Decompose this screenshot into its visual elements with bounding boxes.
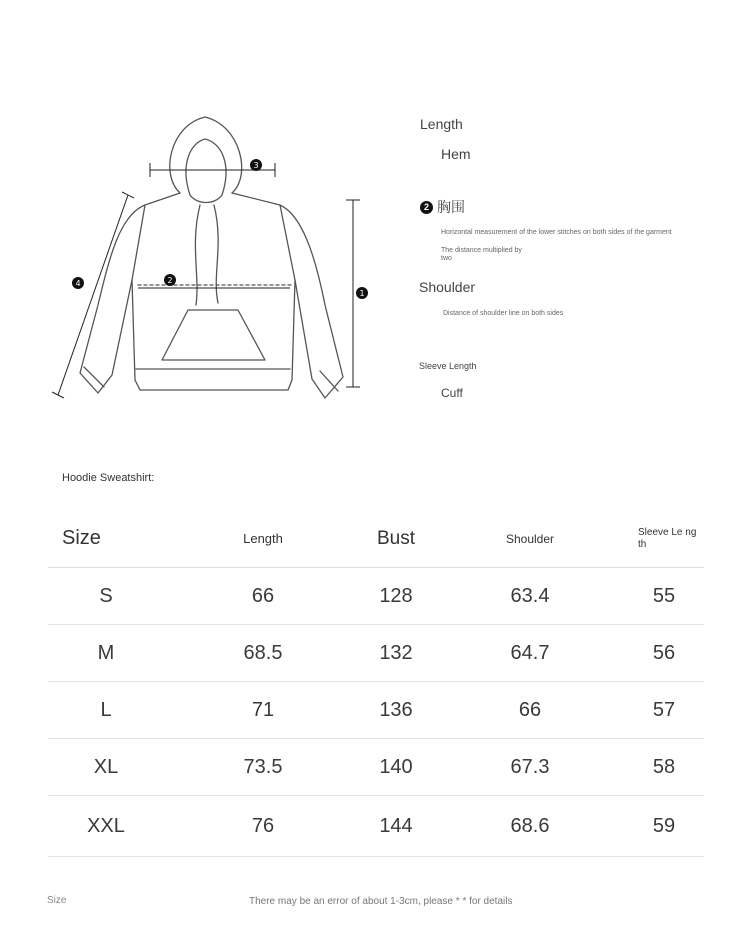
- cell-sleeve: 55: [652, 584, 676, 607]
- cell-length: 76: [251, 814, 275, 837]
- legend-bust-desc: Horizontal measurement of the lower stitches on both sides of the garment: [441, 229, 672, 236]
- table-header: [48, 510, 704, 568]
- bust-badge: 2: [420, 201, 433, 214]
- cell-bust: 136: [379, 698, 413, 721]
- header-sleeve-length: Sleeve Le ngth: [638, 526, 697, 550]
- cell-sleeve: 59: [652, 814, 676, 837]
- left-sleeve: [80, 205, 145, 393]
- header-size: Size: [62, 527, 101, 549]
- table-row: [48, 796, 704, 857]
- header-bust: Bust: [376, 527, 416, 549]
- legend-bust-zh: 胸围: [437, 200, 465, 216]
- legend-bust-heading: [420, 197, 465, 217]
- legend-length: Length: [420, 116, 463, 132]
- cell-bust: 140: [379, 755, 413, 778]
- cell-size: XXL: [87, 814, 125, 837]
- marker-4-label: 4: [75, 279, 81, 288]
- cell-sleeve: 58: [652, 755, 676, 778]
- legend-shoulder: Shoulder: [419, 279, 476, 295]
- cell-size: M: [97, 641, 115, 664]
- kangaroo-pocket: [162, 310, 265, 360]
- table-title: Hoodie Sweatshirt:: [62, 472, 155, 484]
- footer-size-label: Size: [47, 895, 67, 906]
- cell-bust: 132: [379, 641, 413, 664]
- cell-size: L: [100, 698, 112, 721]
- hoodie-diagram: [40, 105, 380, 415]
- hood-outline: [170, 117, 242, 193]
- table-row: [48, 568, 704, 625]
- table-row: [48, 739, 704, 796]
- marker-2-label: 2: [167, 276, 173, 285]
- legend-shoulder-desc: Distance of shoulder line on both sides: [443, 310, 564, 317]
- cell-shoulder: 63.4: [510, 584, 550, 607]
- cell-size: XL: [93, 755, 119, 778]
- legend-cuff: Cuff: [441, 386, 463, 400]
- cell-sleeve: 57: [652, 698, 676, 721]
- header-shoulder: Shoulder: [505, 531, 555, 546]
- cell-sleeve: 56: [652, 641, 676, 664]
- cell-shoulder: 66: [518, 698, 542, 721]
- cell-length: 66: [251, 584, 275, 607]
- header-length: Length: [243, 531, 283, 546]
- marker-1-label: 1: [359, 289, 365, 298]
- legend-hem: Hem: [441, 146, 471, 162]
- footer-note: There may be an error of about 1-3cm, please * * for details: [249, 896, 513, 907]
- cell-shoulder: 67.3: [510, 755, 550, 778]
- cell-shoulder: 68.6: [510, 814, 550, 837]
- legend-sleeve: Sleeve Length: [419, 361, 477, 371]
- cell-length: 68.5: [243, 641, 283, 664]
- cell-shoulder: 64.7: [510, 641, 550, 664]
- table-row: [48, 625, 704, 682]
- legend-bust-desc2: The distance multiplied by two: [441, 247, 522, 262]
- size-table: [48, 510, 704, 857]
- table-row: [48, 682, 704, 739]
- marker-3-label: 3: [253, 161, 259, 170]
- cell-bust: 128: [379, 584, 413, 607]
- cell-bust: 144: [379, 814, 413, 837]
- cell-length: 71: [251, 698, 275, 721]
- cell-length: 73.5: [243, 755, 283, 778]
- cell-size: S: [99, 584, 113, 607]
- face-opening: [186, 139, 226, 203]
